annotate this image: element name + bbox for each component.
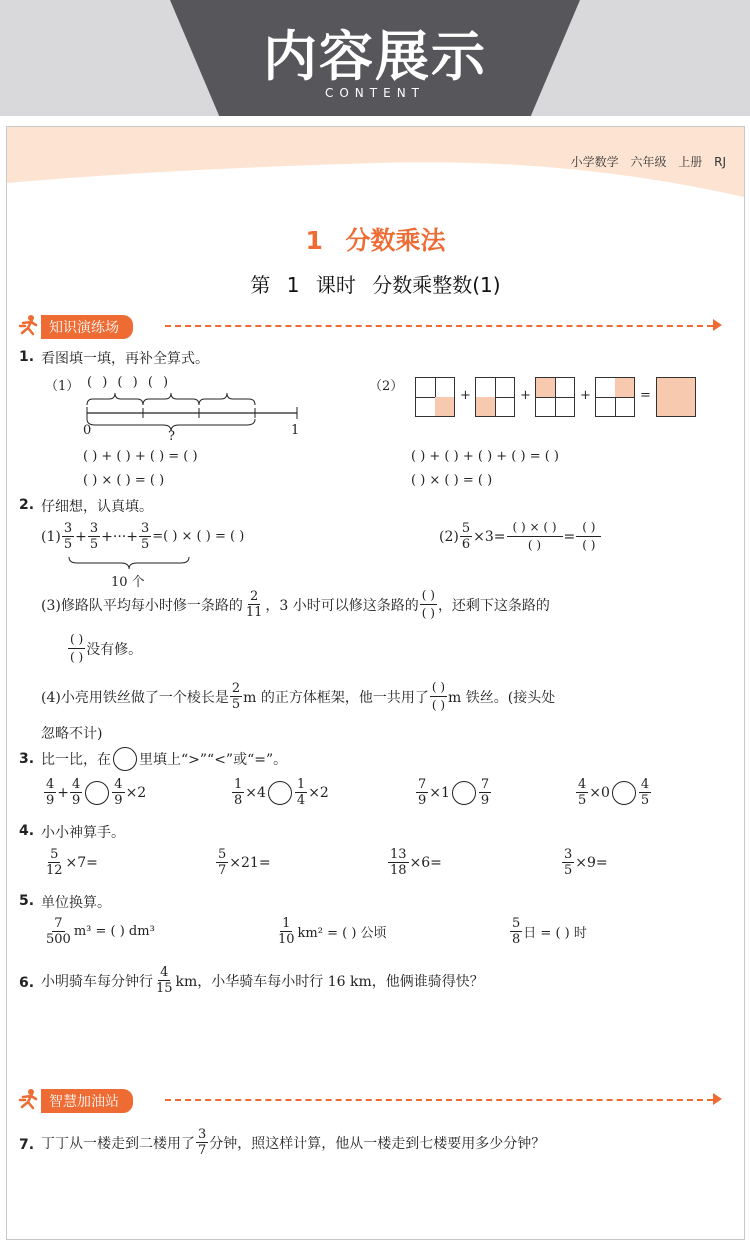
grid-shaded-3 (535, 377, 575, 417)
q1-number: 1. (19, 349, 35, 365)
book-meta: 小学数学 六年级 上册 RJ (570, 155, 726, 169)
q2c-line1: (3)修路队平均每小时修一条路的 $\frac{2}{11}$ ，3 小时可以修这条路的 $\frac{( )}{( )}$ ，还剩下这条路的 (41, 588, 550, 620)
section-divider (165, 325, 713, 327)
q5-text: 单位换算。 (41, 895, 111, 911)
q4-item-4: $\frac{3}{5}$ ×9= (564, 847, 608, 878)
q2d-line2: 忽略不计) (41, 726, 103, 742)
q2c-line2: $\frac{( )}{( )}$ 没有修。 (70, 632, 143, 664)
lesson-title: 第 1 课时 分数乘整数(1) (250, 273, 501, 297)
unit-title: 1 分数乘法 (305, 226, 446, 255)
answer-circle[interactable] (85, 781, 109, 805)
banner-title: 内容展示 (263, 25, 487, 88)
brace (67, 557, 191, 569)
number-line-end: 1 (291, 423, 300, 438)
q3-item-1: $\frac{4}{9}$ + $\frac{4}{9}$ $\frac{4}{9}$ ×2 (46, 777, 147, 808)
worksheet-page: 小学数学 六年级 上册 RJ 1 分数乘法 第 1 课时 分数乘整数(1) 知识演练场 1. 看图填一填，再补全算式。 （1） ( ) ( ) ( ) 0 1 ? ( ) + ( ) + ( ) = ( ) ( ) × ( ) = ( ) （2） + + + = ( ) + ( ) + ( ) + ( ) = ( ) ( ) × ( ) = ( ) 2. 仔细想，认真填。 (1) $\frac{3}{5}$ + $\frac{3}{5}$ +···+ $\frac{3}{5}$ =( ) × ( ) = ( ) 10 个 (2) $\frac{5}{6}$ ×3= $\frac{( ) \times ( )}{( )}$ = $\frac{( )}{( )}$ (3)修路队平均每小时修一条路的 $\frac{2}{11}$ ，3 小时可以修这条路的 $\frac{( )}{( )}$ ，还剩下这条路的 $\frac{( )}{( )}$ 没有修。 (4)小亮用铁丝做了一个棱长是 $\frac{2}{5}$ m 的正方体框架，他一共用了 $\frac{( )}{( )}$ m 铁丝。(接头处 忽略不计) 3. 比一比，在 里填上“>”“<”或“=”。 $\frac{4}{9}$ + $\frac{4}{9}$ $\frac{4}{9}$ ×2 $\frac{1}{8}$ ×4 $\frac{1}{4}$ ×2 $\frac{7}{9}$ ×1 $\frac{7}{9}$ $\frac{4}{5}$ ×0 $\frac{4}{5}$ 4. 小小神算手。 $\frac{5}{12}$ ×7= $\frac{5}{7}$ ×21= $\frac{13}{18}$ ×6= $\frac{3}{5}$ ×9= 5. 单位换算。 $\frac{7}{500}$ m³ = ( ) dm³ $\frac{1}{10}$ km² = ( ) 公顷 $\frac{5}{8}$ 日 = ( ) 时 6. 小明骑车每分钟行 $\frac{4}{15}$ km，小华骑车每小时行 16 km，他俩谁骑得快？ 智慧加油站 7. 丁丁从一楼走到二楼用了 $\frac{3}{7}$ 分钟，照这样计算，他从一楼走到七楼要用多少分钟？ (6, 126, 745, 1240)
q3-item-3: $\frac{7}{9}$ ×1 $\frac{7}{9}$ (418, 777, 490, 808)
q1-part1-eq1: ( ) + ( ) + ( ) = ( ) (83, 449, 198, 464)
answer-circle[interactable] (612, 781, 636, 805)
q2-number: 2. (19, 497, 35, 513)
q2a-brace-label: 10 个 (111, 575, 145, 590)
q4-number: 4. (19, 823, 35, 839)
q1-part2-eq2: ( ) × ( ) = ( ) (411, 473, 493, 488)
grid-shaded-4 (595, 377, 635, 417)
q4-text: 小小神算手。 (41, 825, 125, 841)
q1-part1-top-blanks: ( ) ( ) ( ) (87, 375, 169, 390)
q6-text: 小明骑车每分钟行 $\frac{4}{15}$ km，小华骑车每小时行 16 km，他俩谁骑得快？ (41, 965, 484, 996)
q3-number: 3. (19, 751, 35, 767)
q1-text: 看图填一填，再补全算式。 (41, 351, 209, 367)
q4-item-3: $\frac{13}{18}$ ×6= (390, 847, 442, 878)
q1-part1-label: （1） (45, 379, 80, 394)
q5-item-3: $\frac{5}{8}$ 日 = ( ) 时 (512, 916, 587, 947)
q4-item-1: $\frac{5}{12}$ ×7= (46, 847, 98, 878)
section-divider (165, 1099, 713, 1101)
q3-item-4: $\frac{4}{5}$ ×0 $\frac{4}{5}$ (578, 777, 650, 808)
grid-blank-result (656, 377, 696, 417)
q2b-expression: (2) $\frac{5}{6}$ ×3= $\frac{( ) \times ( )}{( )}$ = $\frac{( )}{( )}$ (439, 519, 602, 554)
q3-item-2: $\frac{1}{8}$ ×4 $\frac{1}{4}$ ×2 (234, 777, 329, 808)
q6-number: 6. (19, 975, 35, 991)
number-line-diagram (77, 393, 307, 439)
q2a-expression: (1) $\frac{3}{5}$ + $\frac{3}{5}$ +···+ $\frac{3}{5}$ =( ) × ( ) = ( ) (41, 521, 245, 552)
q7-text: 丁丁从一楼走到二楼用了 $\frac{3}{7}$ 分钟，照这样计算，他从一楼走到七楼要用多少分钟？ (41, 1127, 546, 1158)
q1-part2-eq1: ( ) + ( ) + ( ) + ( ) = ( ) (411, 449, 560, 464)
q3-text: 比一比，在 里填上“>”“<”或“=”。 (41, 747, 287, 771)
banner-subtitle: CONTENT (324, 86, 426, 100)
q4-item-2: $\frac{5}{7}$ ×21= (218, 847, 271, 878)
q7-number: 7. (19, 1137, 35, 1153)
section-practice-label: 知识演练场 (41, 315, 133, 339)
arrow-right-icon (713, 1093, 722, 1105)
section-challenge-label: 智慧加油站 (41, 1089, 133, 1113)
q5-item-1: $\frac{7}{500}$ m³ = ( ) dm³ (46, 916, 155, 947)
q1-part1-eq2: ( ) × ( ) = ( ) (83, 473, 165, 488)
q5-item-2: $\frac{1}{10}$ km² = ( ) 公顷 (278, 916, 387, 947)
number-line-question: ? (168, 429, 175, 444)
runner-icon (17, 314, 39, 336)
grid-shaded-2 (475, 377, 515, 417)
q2-text: 仔细想，认真填。 (41, 499, 153, 515)
compare-circle-icon (113, 747, 137, 771)
q1-part2-label: （2） (369, 379, 404, 394)
grid-shaded-1 (415, 377, 455, 417)
q5-number: 5. (19, 893, 35, 909)
arrow-right-icon (713, 319, 722, 331)
answer-circle[interactable] (268, 781, 292, 805)
runner-icon (17, 1088, 39, 1110)
answer-circle[interactable] (452, 781, 476, 805)
number-line-start: 0 (83, 423, 92, 438)
q2d-line1: (4)小亮用铁丝做了一个棱长是 $\frac{2}{5}$ m 的正方体框架，他一共用了 $\frac{( )}{( )}$ m 铁丝。(接头处 (41, 680, 556, 712)
